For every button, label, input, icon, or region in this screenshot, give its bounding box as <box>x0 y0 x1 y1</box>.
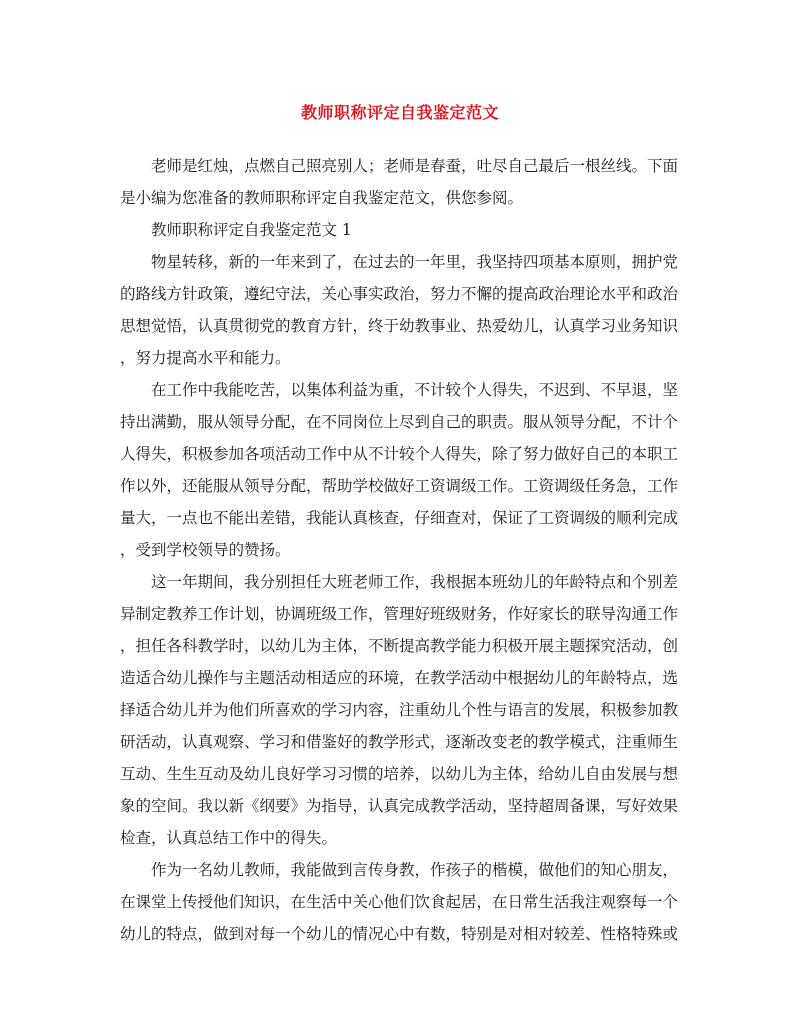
document-title: 教师职称评定自我鉴定范文 <box>300 103 499 122</box>
text-line: ，努力提高水平和能力。 <box>120 349 291 367</box>
text-line: 在课堂上传授他们知识，在生活中关心他们饮食起居，在日常生活我注观察每一个 <box>120 893 679 911</box>
text-line: 量大，一点也不能出差错，我能认真核查，仔细查对，保证了工资调级的顺利完成 <box>120 509 679 527</box>
text-line: 作为一名幼儿教师，我能做到言传身教，作孩子的楷模，做他们的知心朋友， <box>151 861 679 879</box>
document-body <box>120 150 685 950</box>
text-line: 是小编为您准备的教师职称评定自我鉴定范文，供您参阅。 <box>120 189 524 207</box>
text-line: 择适合幼儿并为他们所喜欢的学习内容，注重幼儿个性与语言的发展，积极参加教 <box>120 701 679 719</box>
text-line: ，受到学校领导的赞扬。 <box>120 541 291 559</box>
text-line: 人得失，积极参加各项活动工作中从不计较个人得失，除了努力做好自己的本职工 <box>120 445 679 463</box>
text-line: 持出满勤，服从领导分配，在不同岗位上尽到自己的职责。服从领导分配，不计个 <box>120 413 679 431</box>
text-line: 老师是红烛，点燃自己照亮别人；老师是春蚕，吐尽自己最后一根丝线。下面 <box>151 157 679 175</box>
text-line: 思想觉悟，认真贯彻党的教育方针，终于幼教事业、热爱幼儿，认真学习业务知识 <box>120 317 679 335</box>
text-line: ，担任各科教学时，以幼儿为主体，不断提高教学能力积极开展主题探究活动，创 <box>120 637 679 655</box>
text-line: 检查，认真总结工作中的得失。 <box>120 829 338 847</box>
text-line: 象的空间。我以新《纲要》为指导，认真完成教学活动，坚持超周备课，写好效果 <box>120 797 679 815</box>
section-heading: 教师职称评定自我鉴定范文 1 <box>151 221 352 239</box>
text-line: 异制定教养工作计划，协调班级工作，管理好班级财务，作好家长的联导沟通工作 <box>120 605 679 623</box>
text-line: 互动、生生互动及幼儿良好学习习惯的培养，以幼儿为主体，给幼儿自由发展与想 <box>120 765 679 783</box>
text-line: 这一年期间，我分别担任大班老师工作，我根据本班幼儿的年龄特点和个别差 <box>151 573 679 591</box>
text-line: 在工作中我能吃苦，以集体利益为重，不计较个人得失，不迟到、不早退，坚 <box>151 381 679 399</box>
text-line: 作以外，还能服从领导分配，帮助学校做好工资调级工作。工资调级任务急，工作 <box>120 477 679 495</box>
text-line: 幼儿的特点，做到对每一个幼儿的情况心中有数，特别是对相对较差、性格特殊或 <box>120 925 679 943</box>
text-line: 研活动，认真观察、学习和借鉴好的教学形式，逐渐改变老的教学模式，注重师生 <box>120 733 679 751</box>
text-line: 造适合幼儿操作与主题活动相适应的环境，在教学活动中根据幼儿的年龄特点，选 <box>120 669 679 687</box>
text-line: 的路线方针政策，遵纪守法，关心事实政治，努力不懈的提高政治理论水平和政治 <box>120 285 679 303</box>
text-line: 物星转移，新的一年来到了，在过去的一年里，我坚持四项基本原则，拥护党 <box>151 253 679 271</box>
